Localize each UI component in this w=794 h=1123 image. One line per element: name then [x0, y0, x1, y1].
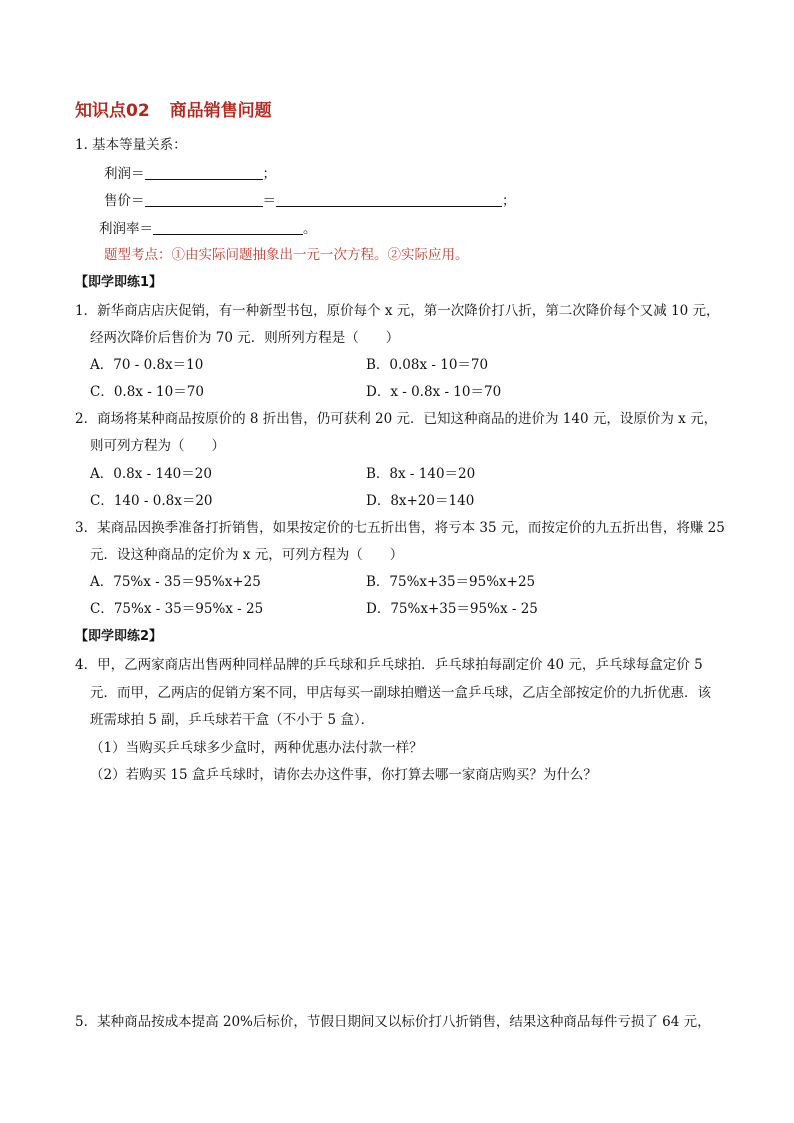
q3-option-c[interactable]: C．75%x - 35＝95%x - 25	[90, 601, 264, 617]
question-4-line-3: 班需球拍 5 副，乒乓球若干盒（不小于 5 盒）．	[90, 712, 375, 728]
question-1-line-2: 经两次降价后售价为 70 元．则所列方程是（ ）	[90, 330, 400, 346]
q1-option-b[interactable]: B．0.08x - 10＝70	[366, 357, 489, 373]
question-4-sub-2: （2）若购买 15 盒乒乓球时，请你去办这件事，你打算去哪一家商店购买？为什么？	[90, 767, 597, 783]
item-basic-relations: 1. 基本等量关系：	[75, 137, 187, 153]
profit-blank[interactable]	[145, 165, 263, 180]
section-title	[75, 96, 272, 121]
price-eq: ＝	[262, 193, 276, 209]
answer-space[interactable]	[75, 795, 715, 995]
question-3-line-2: 元．设这种商品的定价为 x 元，可列方程为（ ）	[90, 547, 404, 563]
rate-end: 。	[303, 221, 317, 237]
rate-formula	[99, 217, 317, 237]
rate-blank[interactable]	[153, 220, 303, 235]
rate-label: 利润率＝	[99, 221, 153, 237]
q2-option-c[interactable]: C．140 - 0.8x＝20	[90, 493, 213, 509]
question-5-line-1: 5．某种商品按成本提高 20%后标价，节假日期间又以标价打八折销售，结果这种商品每件亏损了 64 元，	[75, 1014, 711, 1030]
question-4-sub-1: （1）当购买乒乓球多少盒时，两种优惠办法付款一样？	[90, 740, 423, 756]
q2-option-b[interactable]: B．8x - 140＝20	[366, 466, 476, 482]
q2-option-d[interactable]: D．8x+20＝140	[366, 493, 475, 509]
question-3-line-1: 3．某商品因换季准备打折销售，如果按定价的七五折出售，将亏本 35 元，而按定价的九五折出售，将赚 25	[75, 520, 725, 536]
q2-option-a[interactable]: A．0.8x - 140＝20	[90, 466, 212, 482]
profit-end: ；	[262, 166, 276, 182]
exam-points: 题型考点：①由实际问题抽象出一元一次方程。②实际应用。	[104, 247, 469, 263]
title-text: 商品销售问题	[169, 101, 272, 121]
q3-option-b[interactable]: B．75%x+35＝95%x+25	[366, 574, 536, 590]
section-label-1: 【即学即练1】	[75, 275, 163, 290]
q1-option-d[interactable]: D．x - 0.8x - 10＝70	[366, 384, 502, 400]
profit-label: 利润＝	[104, 166, 145, 182]
profit-formula	[104, 162, 276, 182]
price-blank-2[interactable]	[276, 192, 502, 207]
q1-option-a[interactable]: A．70 - 0.8x＝10	[90, 357, 204, 373]
question-2-line-2: 则可列方程为（ ）	[90, 438, 225, 454]
title-number: 知识点02	[75, 101, 150, 121]
price-blank-1[interactable]	[145, 192, 263, 207]
section-label-2: 【即学即练2】	[75, 629, 163, 644]
q3-option-a[interactable]: A．75%x - 35＝95%x+25	[90, 574, 261, 590]
question-2-line-1: 2．商场将某种商品按原价的 8 折出售，仍可获利 20 元．已知这种商品的进价为 140 元，设原价为 x 元，	[75, 411, 718, 427]
q3-option-d[interactable]: D．75%x+35＝95%x - 25	[366, 601, 538, 617]
price-end: ；	[502, 193, 516, 209]
price-label: 售价＝	[104, 193, 145, 209]
q1-option-c[interactable]: C．0.8x - 10＝70	[90, 384, 204, 400]
price-formula	[104, 189, 516, 209]
question-4-line-1: 4．甲，乙两家商店出售两种同样品牌的乒乓球和乒乓球拍．乒乓球拍每副定价 40 元，乒乓球每盒定价 5	[75, 657, 703, 673]
question-1-line-1: 1．新华商店店庆促销，有一种新型书包，原价每个 x 元，第一次降价打八折，第二次降价每个又减 10 元，	[75, 303, 720, 319]
question-4-line-2: 元．而甲，乙两店的促销方案不同，甲店每买一副球拍赠送一盒乒乓球，乙店全部按定价的九折优惠．该	[90, 685, 711, 701]
